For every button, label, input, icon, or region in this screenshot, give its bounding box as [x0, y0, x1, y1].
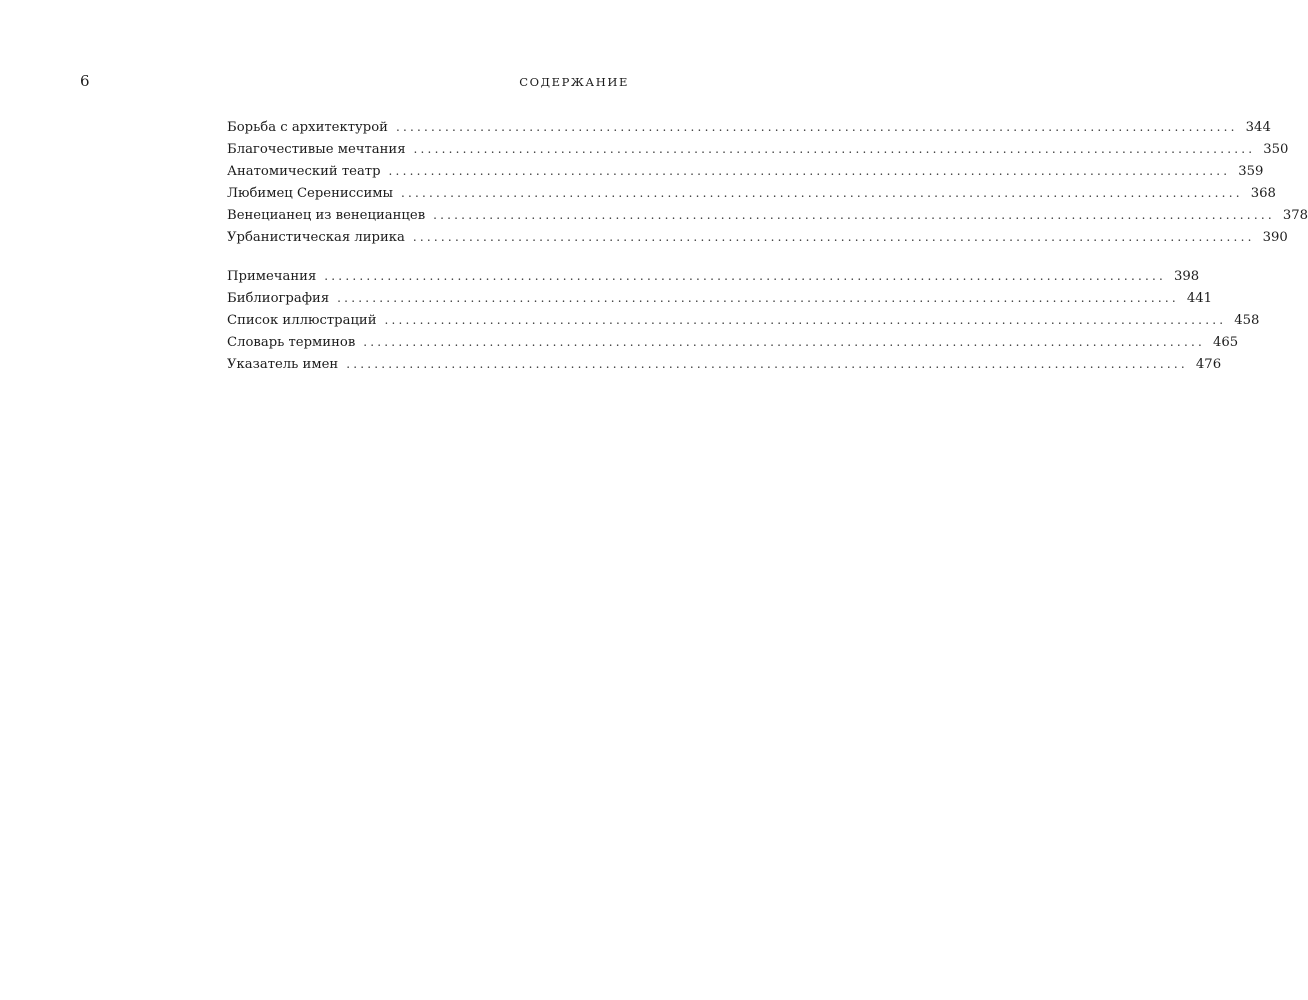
toc-entry-page: 458: [1234, 313, 1260, 328]
toc-entry-title: Примечания: [227, 269, 317, 284]
toc-entry-page: 359: [1238, 164, 1264, 179]
toc-entry-title: Благочестивые мечтания: [227, 142, 406, 157]
toc-entry-page: 398: [1174, 269, 1200, 284]
toc-entry[interactable]: [227, 265, 1200, 287]
toc-entry-title: Анатомический театр: [227, 164, 381, 179]
running-head: СОДЕРЖАНИЕ: [519, 75, 629, 89]
toc-entry-title: Указатель имен: [227, 357, 339, 372]
toc-entry-title: Урбанистическая лирика: [227, 230, 405, 245]
toc-entry[interactable]: [227, 160, 1264, 182]
dot-leader: ........................................................................................................................: [388, 164, 1231, 178]
toc-entry[interactable]: [227, 204, 1308, 226]
table-of-contents: [227, 116, 1308, 375]
toc-entry-page: 390: [1262, 230, 1288, 245]
dot-leader: ........................................................................................................................: [337, 291, 1179, 305]
toc-entry-title: Библиография: [227, 291, 330, 306]
dot-leader: ........................................................................................................................: [412, 230, 1255, 244]
toc-entry[interactable]: [227, 331, 1239, 353]
toc-entry-page: 350: [1263, 142, 1289, 157]
toc-entry[interactable]: [227, 138, 1289, 160]
toc-group-chapters: [227, 116, 1308, 248]
toc-entry[interactable]: [227, 309, 1260, 331]
toc-entry-page: 344: [1245, 120, 1271, 135]
toc-entry-title: Словарь терминов: [227, 335, 356, 350]
dot-leader: ........................................................................................................................: [400, 186, 1243, 200]
toc-entry-page: 441: [1186, 291, 1213, 306]
dot-leader: ........................................................................................................................: [324, 269, 1167, 283]
toc-entry[interactable]: [227, 182, 1276, 204]
toc-entry-page: 378: [1282, 208, 1308, 223]
toc-entry-title: Борьба с архитектурой: [227, 120, 388, 135]
toc-entry[interactable]: [227, 353, 1222, 375]
toc-entry[interactable]: [227, 287, 1213, 309]
toc-entry[interactable]: [227, 226, 1288, 248]
toc-group-back-matter: [227, 265, 1260, 375]
dot-leader: ........................................................................................................................: [413, 142, 1256, 156]
toc-entry-title: Список иллюстраций: [227, 313, 377, 328]
dot-leader: ........................................................................................................................: [363, 335, 1205, 349]
toc-entry-page: 465: [1212, 335, 1239, 350]
page-number: 6: [80, 72, 90, 90]
dot-leader: ........................................................................................................................: [384, 313, 1227, 327]
toc-entry-title: Любимец Серениссимы: [227, 186, 393, 201]
toc-entry-page: 476: [1195, 357, 1222, 372]
dot-leader: ........................................................................................................................: [433, 208, 1275, 222]
toc-entry[interactable]: [227, 116, 1271, 138]
toc-entry-page: 368: [1250, 186, 1276, 201]
toc-entry-title: Венецианец из венецианцев: [227, 208, 426, 223]
dot-leader: ........................................................................................................................: [346, 357, 1188, 371]
dot-leader: ........................................................................................................................: [395, 120, 1238, 134]
